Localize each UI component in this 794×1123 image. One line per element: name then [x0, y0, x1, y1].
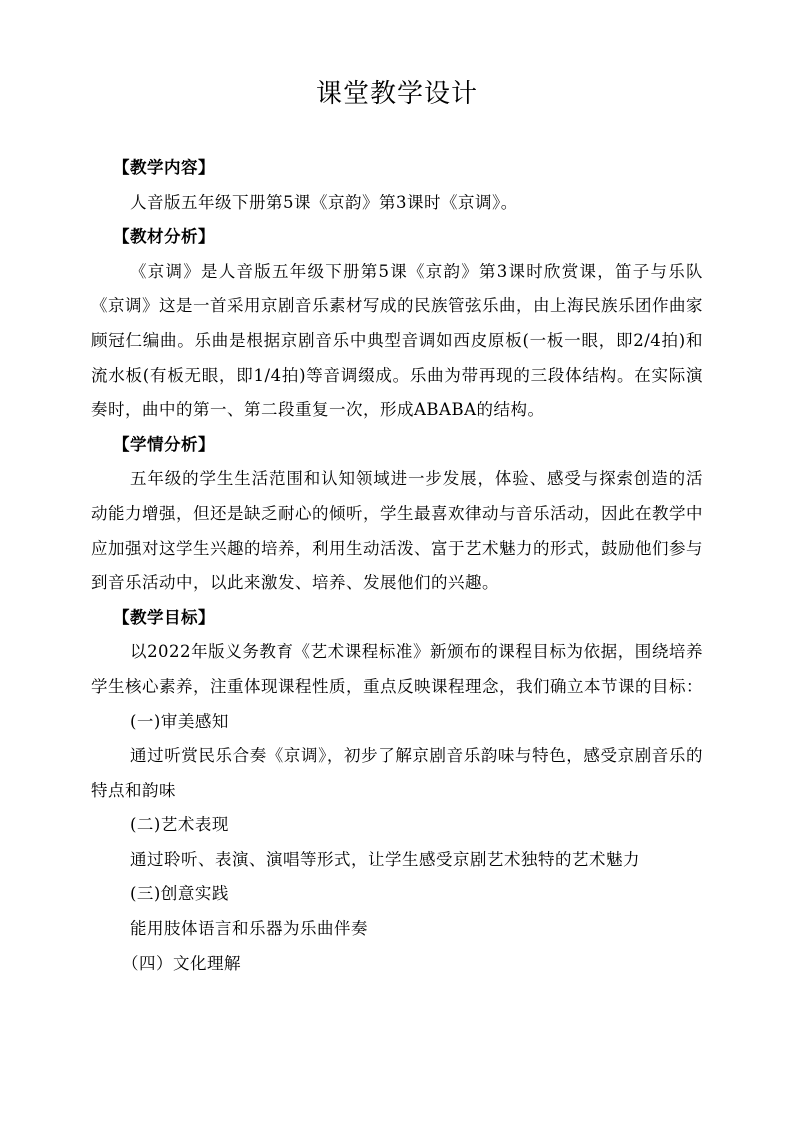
goal-label-aesthetic-perception: (一)审美感知	[130, 711, 229, 731]
goal-text-creative-practice: 能用肢体语言和乐器为乐曲伴奏	[130, 919, 368, 939]
goal-label-artistic-expression: (二)艺术表现	[130, 815, 229, 835]
goal-label-cultural-understanding: （四）文化理解	[122, 953, 241, 973]
section-heading-teaching-content: 【教学内容】	[113, 158, 215, 177]
section-heading-teaching-goals: 【教学目标】	[113, 607, 215, 627]
goal-label-creative-practice: (三)创意实践	[130, 884, 229, 904]
student-analysis-text: 五年级的学生生活范围和认知领域进一步发展，体验、感受与探索创造的活动能力增强，但还是缺乏耐心的倾听，学生最喜欢律动与音乐活动，因此在教学中应加强对这学生兴趣的培养，利用生动活泼、富于艺术魅力的形式，鼓励他们参与到音乐活动中，以此来激发、培养、发展他们的兴趣。	[91, 469, 703, 593]
document-body	[91, 151, 703, 981]
page-title: 课堂教学设计	[315, 79, 478, 109]
section-heading-material-analysis: 【教材分析】	[113, 227, 215, 247]
goal-text-artistic-expression: 通过聆听、表演、演唱等形式，让学生感受京剧艺术独特的艺术魅力	[130, 849, 640, 869]
teaching-content-text: 人音版五年级下册第5课《京韵》第3课时《京调》。	[130, 192, 518, 212]
section-heading-student-analysis: 【学情分析】	[113, 434, 215, 454]
teaching-goals-intro: 以2022年版义务教育《艺术课程标准》新颁布的课程目标为依据，围绕培养学生核心素养，注重体现课程性质，重点反映课程理念，我们确立本节课的目标：	[91, 642, 703, 696]
material-analysis-text: 《京调》是人音版五年级下册第5课《京韵》第3课时欣赏课，笛子与乐队《京调》这是一首采用京剧音乐素材写成的民族管弦乐曲，由上海民族乐团作曲家顾冠仁编曲。乐曲是根据京剧音乐中典型音调如西皮原板(一板一眼，即2/4拍)和流水板(有板无眼，即1/4拍)等音调缀成。乐曲为带再现的三段体结构。在实际演奏时，曲中的第一、第二段重复一次，形成ABABA的结构。	[91, 261, 703, 420]
goal-text-aesthetic-perception: 通过听赏民乐合奏《京调》，初步了解京剧音乐韵味与特色，感受京剧音乐的特点和韵味	[91, 746, 703, 800]
